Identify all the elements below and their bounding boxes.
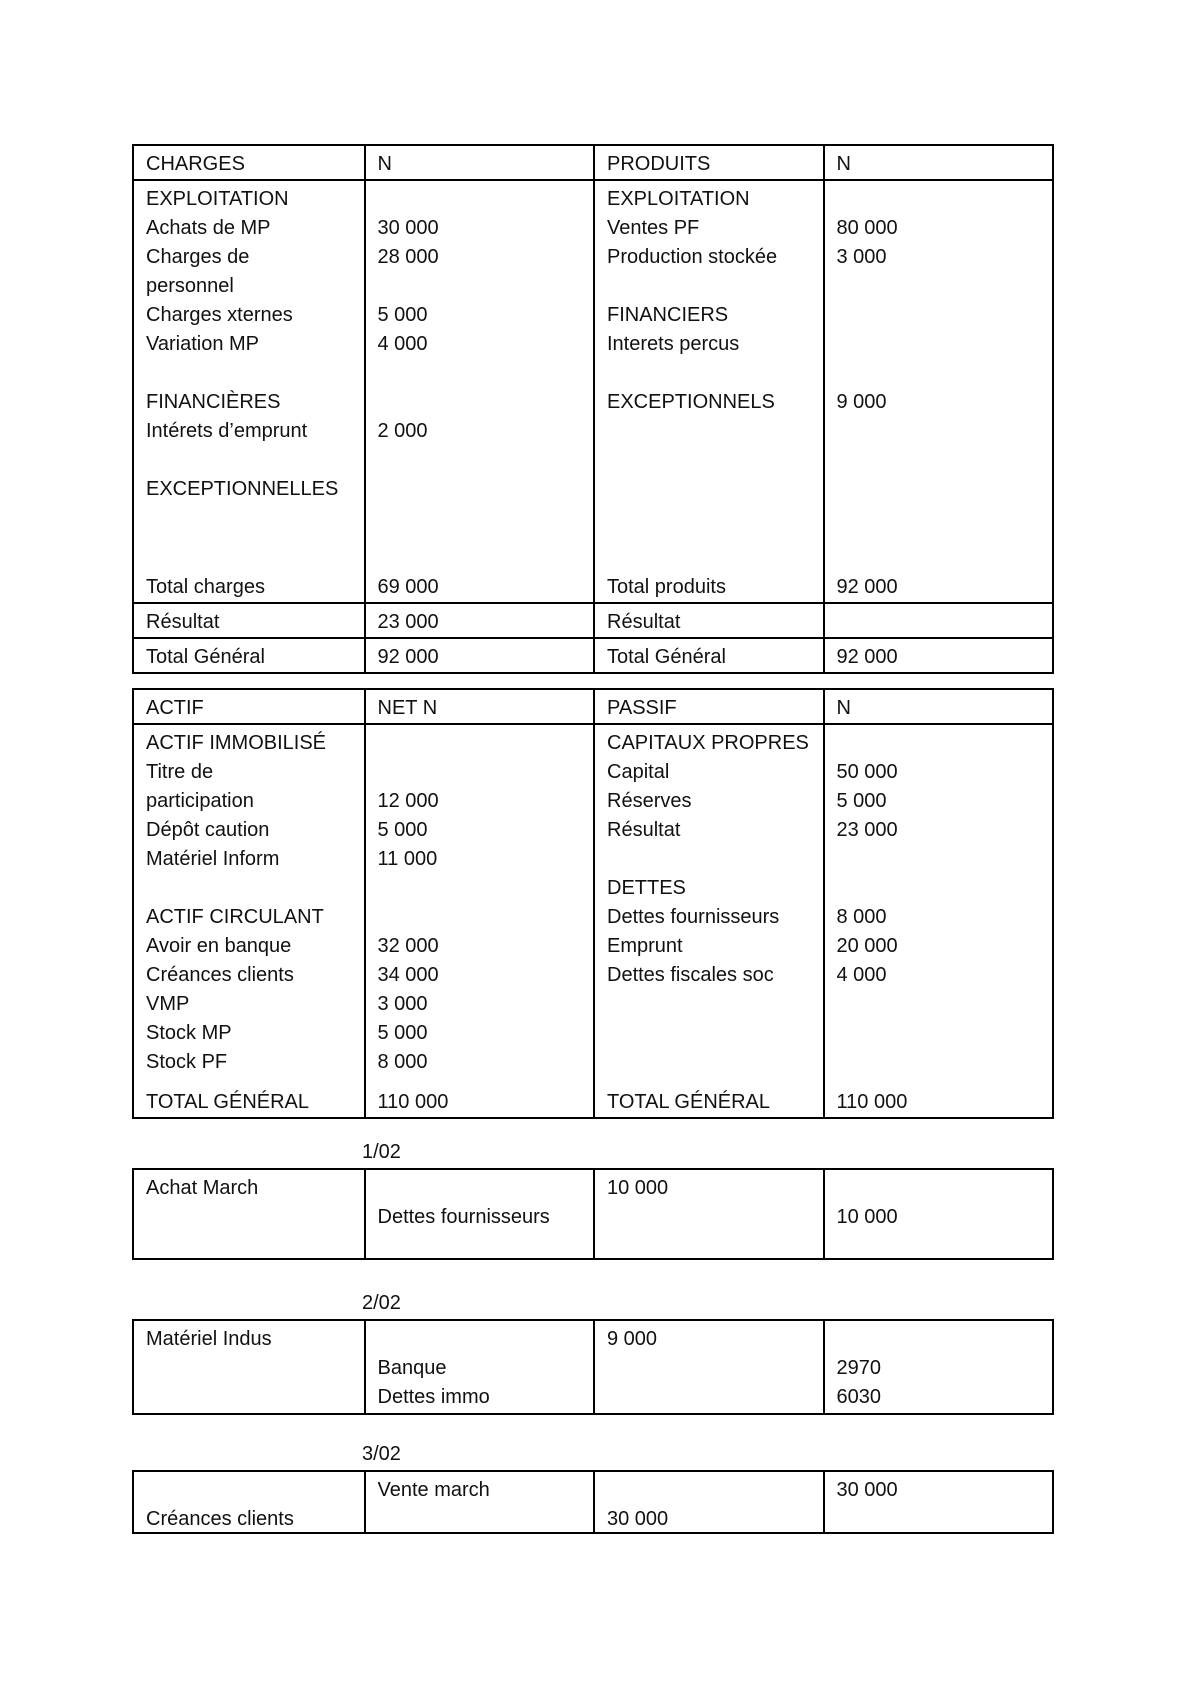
header-row — [134, 690, 1052, 723]
cell-line — [607, 1383, 823, 1412]
cell-line: EXCEPTIONNELS — [607, 391, 775, 413]
cell-line — [837, 1174, 1053, 1203]
balance-sheet-table — [132, 688, 1054, 1119]
cell-line — [607, 417, 823, 446]
column-cell — [823, 1170, 1053, 1258]
column-cell — [134, 1321, 364, 1413]
cell-line — [378, 533, 594, 562]
column-cell — [823, 1321, 1053, 1413]
cell-line: Banque — [377, 1357, 447, 1379]
column-cell — [593, 1472, 823, 1532]
total-cell — [593, 639, 823, 672]
cell-line: Dettes fournisseurs — [607, 906, 780, 928]
cell-line: 12 000 — [377, 790, 439, 812]
cell-line — [146, 359, 364, 388]
column-cell — [593, 725, 823, 1084]
cell-line — [146, 1383, 364, 1412]
cell-line — [837, 446, 1053, 475]
cell-line — [146, 874, 364, 903]
header-row — [134, 146, 1052, 179]
column-cell — [364, 1170, 594, 1258]
cell-line — [378, 446, 594, 475]
header-cell: CHARGES — [146, 153, 245, 175]
cell-line — [837, 475, 1053, 504]
cell-line: Interets percus — [607, 333, 740, 355]
income-statement-table — [132, 144, 1054, 674]
cell-line — [146, 1476, 364, 1505]
cell-line: Stock PF — [146, 1051, 228, 1073]
cell-line — [378, 1174, 594, 1203]
cell-line: DETTES — [607, 877, 686, 899]
cell-line — [607, 1476, 823, 1505]
header-cell: N — [364, 146, 594, 179]
column-cell — [593, 181, 823, 569]
cell-line: Réserves — [607, 790, 692, 812]
entry-row — [134, 1472, 1052, 1532]
totals-group — [134, 569, 1052, 672]
entry-date: 1/02 — [362, 1141, 401, 1163]
cell-line: Avoir en banque — [146, 935, 292, 957]
cell-line: Résultat — [146, 611, 220, 633]
column-cell — [593, 1170, 823, 1258]
cell-line — [378, 903, 594, 932]
cell-line — [607, 1354, 823, 1383]
total-cell — [593, 569, 823, 602]
body-row — [134, 723, 1052, 1084]
total-row — [134, 602, 1052, 637]
cell-line — [837, 504, 1053, 533]
total-cell — [134, 604, 364, 637]
cell-line: TOTAL GÉNÉRAL — [607, 1091, 771, 1113]
cell-line — [607, 533, 823, 562]
total-row — [134, 1084, 1052, 1117]
cell-line — [837, 301, 1053, 330]
cell-line: 5 000 — [377, 1022, 428, 1044]
entry-row — [134, 1321, 1052, 1413]
cell-line — [837, 1325, 1053, 1354]
header-cell: ACTIF — [146, 697, 204, 719]
cell-line: Total produits — [607, 576, 726, 598]
cell-line: 4 000 — [836, 964, 887, 986]
column-cell — [364, 1321, 594, 1413]
cell-line: Dettes fiscales soc — [607, 964, 774, 986]
cell-line: Achats de MP — [146, 217, 271, 239]
cell-line: VMP — [146, 993, 190, 1015]
cell-line — [378, 272, 594, 301]
cell-line — [378, 729, 594, 758]
body-row — [134, 179, 1052, 569]
cell-line — [378, 359, 594, 388]
cell-line: personnel — [146, 275, 234, 297]
cell-line: 80 000 — [836, 217, 898, 239]
cell-line: 10 000 — [836, 1206, 898, 1228]
cell-line: 5 000 — [377, 304, 428, 326]
total-cell — [364, 1084, 594, 1117]
cell-line — [607, 990, 823, 1019]
total-cell — [364, 604, 594, 637]
cell-line: 28 000 — [377, 246, 439, 268]
column-cell — [364, 181, 594, 569]
cell-line — [146, 504, 364, 533]
cell-line: ACTIF CIRCULANT — [146, 906, 324, 928]
total-cell — [364, 569, 594, 602]
cell-line — [378, 874, 594, 903]
cell-line: 2970 — [836, 1357, 881, 1379]
cell-line: 6030 — [836, 1386, 881, 1408]
cell-line — [607, 1019, 823, 1048]
column-cell — [364, 725, 594, 1084]
cell-line — [378, 1325, 594, 1354]
cell-line: 30 000 — [607, 1508, 669, 1530]
total-cell — [134, 639, 364, 672]
cell-line: Créances clients — [146, 964, 294, 986]
cell-line — [837, 990, 1053, 1019]
header-cell: NET N — [364, 690, 594, 723]
total-cell — [593, 1084, 823, 1117]
cell-line: Dettes fournisseurs — [377, 1206, 550, 1228]
cell-line: EXPLOITATION — [146, 188, 289, 210]
cell-line: 30 000 — [836, 1479, 898, 1501]
cell-line — [146, 446, 364, 475]
cell-line — [607, 504, 823, 533]
cell-line: 3 000 — [377, 993, 428, 1015]
cell-line: 92 000 — [377, 646, 439, 668]
cell-line: Dépôt caution — [146, 819, 270, 841]
cell-line: Matériel Inform — [146, 848, 280, 870]
total-cell — [823, 604, 1053, 637]
cell-line: TOTAL GÉNÉRAL — [146, 1091, 310, 1113]
cell-line: 92 000 — [836, 646, 898, 668]
entry-date: 2/02 — [362, 1292, 401, 1314]
cell-line: Total Général — [146, 646, 265, 668]
cell-line: 3 000 — [836, 246, 887, 268]
cell-line: 23 000 — [836, 819, 898, 841]
cell-line — [146, 1203, 364, 1232]
cell-line — [607, 1048, 823, 1077]
cell-line — [378, 185, 594, 214]
cell-line: FINANCIERS — [607, 304, 729, 326]
cell-line — [837, 272, 1053, 301]
cell-line: ACTIF IMMOBILISÉ — [146, 732, 327, 754]
cell-line — [837, 608, 1053, 637]
cell-line — [607, 272, 823, 301]
total-cell — [593, 604, 823, 637]
cell-line — [378, 1505, 594, 1534]
journal-entry — [132, 1319, 1054, 1415]
header-cell: N — [823, 690, 1053, 723]
cell-line — [837, 533, 1053, 562]
cell-line: 30 000 — [377, 217, 439, 239]
cell-line: Charges xternes — [146, 304, 293, 326]
cell-line — [146, 1354, 364, 1383]
cell-line: 5 000 — [377, 819, 428, 841]
total-cell — [134, 1084, 364, 1117]
cell-line — [378, 504, 594, 533]
total-cell — [823, 639, 1053, 672]
journal-entry — [132, 1168, 1054, 1260]
total-cell — [134, 569, 364, 602]
cell-line: Titre de — [146, 761, 214, 783]
cell-line: CAPITAUX PROPRES — [607, 732, 809, 754]
cell-line: 10 000 — [607, 1177, 669, 1199]
cell-line: 9 000 — [607, 1328, 658, 1350]
total-row — [134, 569, 1052, 602]
cell-line: 4 000 — [377, 333, 428, 355]
total-cell — [823, 1084, 1053, 1117]
cell-line: 32 000 — [377, 935, 439, 957]
cell-line: Vente march — [377, 1479, 490, 1501]
cell-line — [378, 758, 594, 787]
cell-line — [607, 359, 823, 388]
cell-line — [837, 874, 1053, 903]
cell-line: Capital — [607, 761, 670, 783]
cell-line — [837, 1048, 1053, 1077]
cell-line: 11 000 — [377, 848, 438, 870]
cell-line: 20 000 — [836, 935, 898, 957]
header-cell: PRODUITS — [593, 146, 823, 179]
column-cell — [134, 1170, 364, 1258]
header-cell: PASSIF — [593, 690, 823, 723]
column-cell — [593, 1321, 823, 1413]
cell-line: Intérets d’emprunt — [146, 420, 308, 442]
cell-line — [837, 845, 1053, 874]
column-cell — [134, 725, 364, 1084]
cell-line: Variation MP — [146, 333, 260, 355]
cell-line: 23 000 — [377, 611, 439, 633]
column-cell — [364, 1472, 594, 1532]
cell-line — [837, 359, 1053, 388]
cell-line: EXPLOITATION — [607, 188, 750, 210]
cell-line: participation — [146, 790, 254, 812]
cell-line: Achat March — [146, 1177, 259, 1199]
cell-line: 8 000 — [377, 1051, 428, 1073]
cell-line: Créances clients — [146, 1508, 294, 1530]
cell-line: Résultat — [607, 819, 681, 841]
cell-line — [837, 417, 1053, 446]
cell-line: 110 000 — [377, 1091, 449, 1113]
cell-line: 69 000 — [377, 576, 439, 598]
cell-line: Total Général — [607, 646, 726, 668]
cell-line: 92 000 — [836, 576, 898, 598]
total-cell — [823, 569, 1053, 602]
cell-line: FINANCIÈRES — [146, 391, 281, 413]
cell-line: Dettes immo — [377, 1386, 490, 1408]
column-cell — [823, 1472, 1053, 1532]
column-cell — [134, 181, 364, 569]
cell-line: EXCEPTIONNELLES — [146, 478, 339, 500]
total-cell — [364, 639, 594, 672]
entry-date: 3/02 — [362, 1443, 401, 1465]
cell-line: Ventes PF — [607, 217, 700, 239]
cell-line — [607, 845, 823, 874]
cell-line: 5 000 — [836, 790, 887, 812]
cell-line: Production stockée — [607, 246, 778, 268]
cell-line: Matériel Indus — [146, 1328, 272, 1350]
cell-line: 9 000 — [836, 391, 887, 413]
cell-line: Charges de — [146, 246, 250, 268]
cell-line: Total charges — [146, 576, 265, 598]
cell-line: Emprunt — [607, 935, 683, 957]
header-cell: N — [823, 146, 1053, 179]
total-row — [134, 637, 1052, 672]
cell-line — [837, 1019, 1053, 1048]
totals-group — [134, 1084, 1052, 1117]
cell-line — [837, 1505, 1053, 1534]
cell-line — [607, 475, 823, 504]
cell-line: 34 000 — [377, 964, 439, 986]
cell-line: 2 000 — [377, 420, 428, 442]
cell-line — [837, 185, 1053, 214]
cell-line — [837, 729, 1053, 758]
column-cell — [823, 181, 1053, 569]
cell-line: Stock MP — [146, 1022, 232, 1044]
cell-line: 50 000 — [836, 761, 898, 783]
cell-line: 110 000 — [836, 1091, 908, 1113]
cell-line — [378, 475, 594, 504]
entry-row — [134, 1170, 1052, 1258]
journal-entry — [132, 1470, 1054, 1534]
column-cell — [823, 725, 1053, 1084]
cell-line — [607, 1203, 823, 1232]
cell-line — [837, 330, 1053, 359]
cell-line — [146, 533, 364, 562]
cell-line: Résultat — [607, 611, 681, 633]
column-cell — [134, 1472, 364, 1532]
cell-line: 8 000 — [836, 906, 887, 928]
cell-line — [607, 446, 823, 475]
cell-line — [378, 388, 594, 417]
